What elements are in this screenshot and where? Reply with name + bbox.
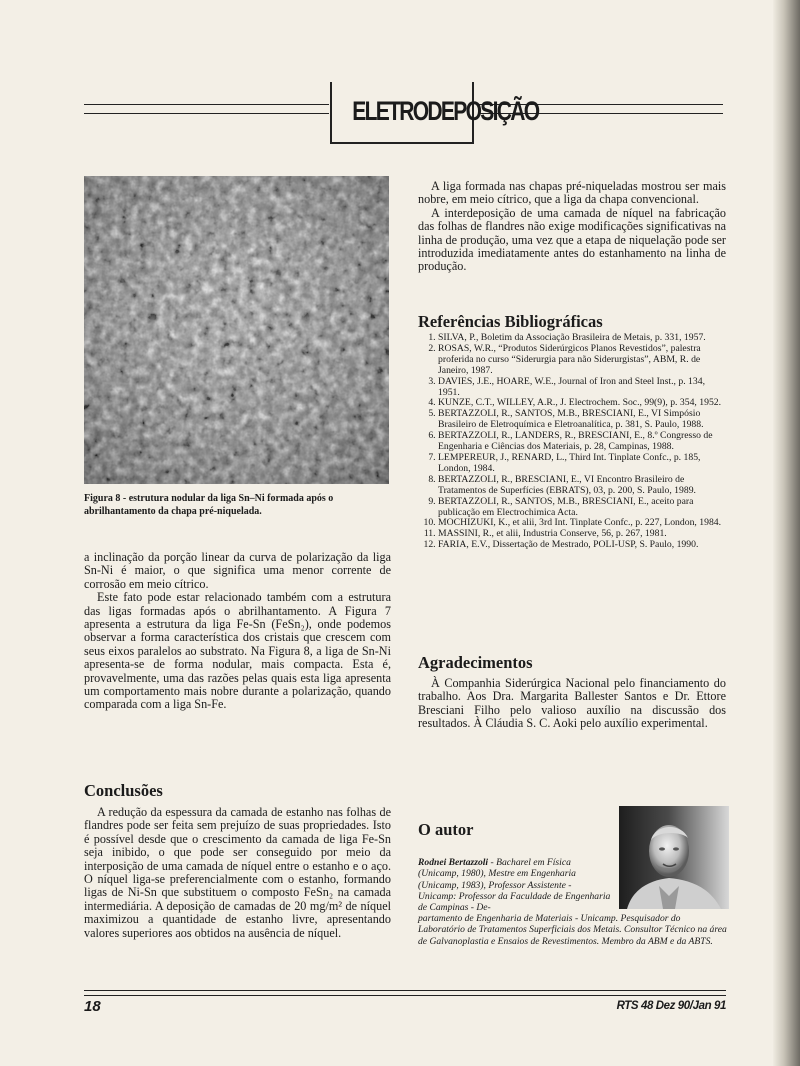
journal-issue: RTS 48 Dez 90/Jan 91 [616,1000,726,1012]
paragraph: A interdeposição de uma camada de níquel na fabricação das folhas de flandres não exige modificações significativas na linha de produção, uma vez que a etapa de niquelação pode ser introduzida imediatamente antes do estanhamento na linha de produção. [418,205,726,274]
acknowledgements-text [418,677,726,731]
header-rule [84,113,329,114]
reference-item: 9. BERTAZZOLI, R., SANTOS, M.B., BRESCIANI, E., aceito para publicação em Electrochimica Acta. [438,497,726,519]
reference-item: 4. KUNZE, C.T., WILLEY, A.R., J. Electrochem. Soc., 99(9), p. 354, 1952. [438,398,726,409]
page-number: 18 [84,998,101,1015]
figure-8-micrograph [84,176,389,484]
micrograph-image [84,176,389,484]
reference-item: 8. BERTAZZOLI, R., BRESCIANI, E., VI Encontro Brasileiro de Tratamentos de Superfícies (EBRATS), 03, p. 200, S. Paulo, 1989. [438,475,726,497]
author-bio [418,857,612,913]
left-column-text [84,551,391,712]
conclusions-text [84,806,391,940]
reference-item: 3. DAVIES, J.E., HOARE, W.E., Journal of Iron and Steel Inst., p. 134, 1951. [438,377,726,399]
reference-item: 12. FARIA, E.V., Dissertação de Mestrado, POLI-USP, S. Paulo, 1990. [438,540,726,551]
conclusions-heading: Conclusões [84,781,163,800]
reference-item: 2. ROSAS, W.R., “Produtos Siderúrgicos Planos Revestidos”, palestra proferida no curso “Siderurgia para não Siderurgistas”, ABM, R. de Janeiro, 1987. [438,344,726,377]
author-portrait-image [619,806,729,909]
figure-caption: Figura 8 - estrutura nodular da liga Sn–Ni formada após o abrilhantamento da chapa pré-niquelada. [84,493,334,517]
paragraph: A redução da espessura da camada de estanho nas folhas de flandres pode ser feita sem prejuízo de suas propriedades. Isto é possível desde que o crescimento da camada de liga Fe-Sn seja inibido, o que pode ser conseguido por meio da interposição de uma camada de níquel entre o estanho e o aço. O níquel liga-se preferencialmente com o estanho, formando ligas de Ni-Sn que substituem o composto FeSn₂ na camada intermediária. A deposição de camadas de 20 mg/m² de níquel maximizou a quantidade de estanho livre, apresentando valores superiores aos obtidos na ausência de níquel. [84,805,391,940]
paragraph: À Companhia Siderúrgica Nacional pelo financiamento do trabalho. Aos Dra. Margarita Ballester Santos e Dr. Ettore Bresciani Filho pelo valioso auxílio na discussão dos resultados. À Cláudia S. C. Aoki pelo auxílio experimental. [418,676,726,731]
reference-item: 7. LEMPEREUR, J., RENARD, L., Third Int. Tinplate Confc., p. 185, London, 1984. [438,453,726,475]
reference-item: 6. BERTAZZOLI, R., LANDERS, R., BRESCIANI, E., 8.º Congresso de Engenharia e Ciências dos Materiais, p. 28, Campinas, 1988. [438,431,726,453]
paragraph: A liga formada nas chapas pré-niqueladas mostrou ser mais nobre, em meio cítrico, que a liga da chapa convencional. [418,179,726,207]
footer-rule [84,990,726,991]
reference-item: 10. MOCHIZUKI, K., et alii, 3rd Int. Tinplate Confc., p. 227, London, 1984. [438,518,726,529]
reference-item: 5. BERTAZZOLI, R., SANTOS, M.B., BRESCIANI, E., VI Simpósio Brasileiro de Eletroquímica e Eletroanalítica, p. 381, S. Paulo, 1988. [438,409,726,431]
author-bio-continued: partamento de Engenharia de Materiais - Unicamp. Pesquisador do Laboratório de Tratamentos Superficiais dos Metais. Consultor Técnico na área de Galvanoplastia e Ensaios de Revestimentos. Membro da ABM e da ABTS. [418,913,727,947]
references-list [418,333,726,551]
paragraph: Este fato pode estar relacionado também com a estrutura das ligas formadas após o abrilhantamento. A Figura 7 apresenta a estrutura da liga Fe-Sn (FeSn₂), onde podemos observar a forma característica dos cristais que crescem com seus eixos paralelos ao substrato. Na Figura 8, a liga de Sn-Ni apresenta-se de forma nodular, mais compacta. Esta é, provavelmente, uma das razões pelas quais esta liga apresenta um comportamento mais nobre durante a polarização, quando comparada com a liga Sn-Fe. [84,590,391,712]
reference-item: 11. MASSINI, R., et alii, Industria Conserve, 56, p. 267, 1981. [438,529,726,540]
reference-item: 1. SILVA, P., Boletim da Associação Brasileira de Metais, p. 331, 1957. [438,333,726,344]
paragraph: a inclinação da porção linear da curva de polarização da liga Sn-Ni é maior, o que significa uma menor corrente de corrosão em meio cítrico. [84,550,391,591]
section-title: ELETRODEPOSIÇÃO [352,96,539,126]
footer-rule [84,995,726,996]
header-rule [84,104,329,105]
references-heading: Referências Bibliográficas [418,312,603,331]
author-heading: O autor [418,820,474,839]
right-column-text [418,180,726,274]
acknowledgements-heading: Agradecimentos [418,653,533,672]
page-edge-shadow [773,0,800,1066]
author-photo [619,806,729,909]
author-name: Rodnei Bertazzoli [418,857,489,868]
author-bio-text: - Bacharel em Física (Unicamp, 1980), Mestre em Engenharia (Unicamp, 1983), Professor Assistente - Unicamp: Professor da Faculdade de Engenharia de Campinas - De- [418,857,611,914]
